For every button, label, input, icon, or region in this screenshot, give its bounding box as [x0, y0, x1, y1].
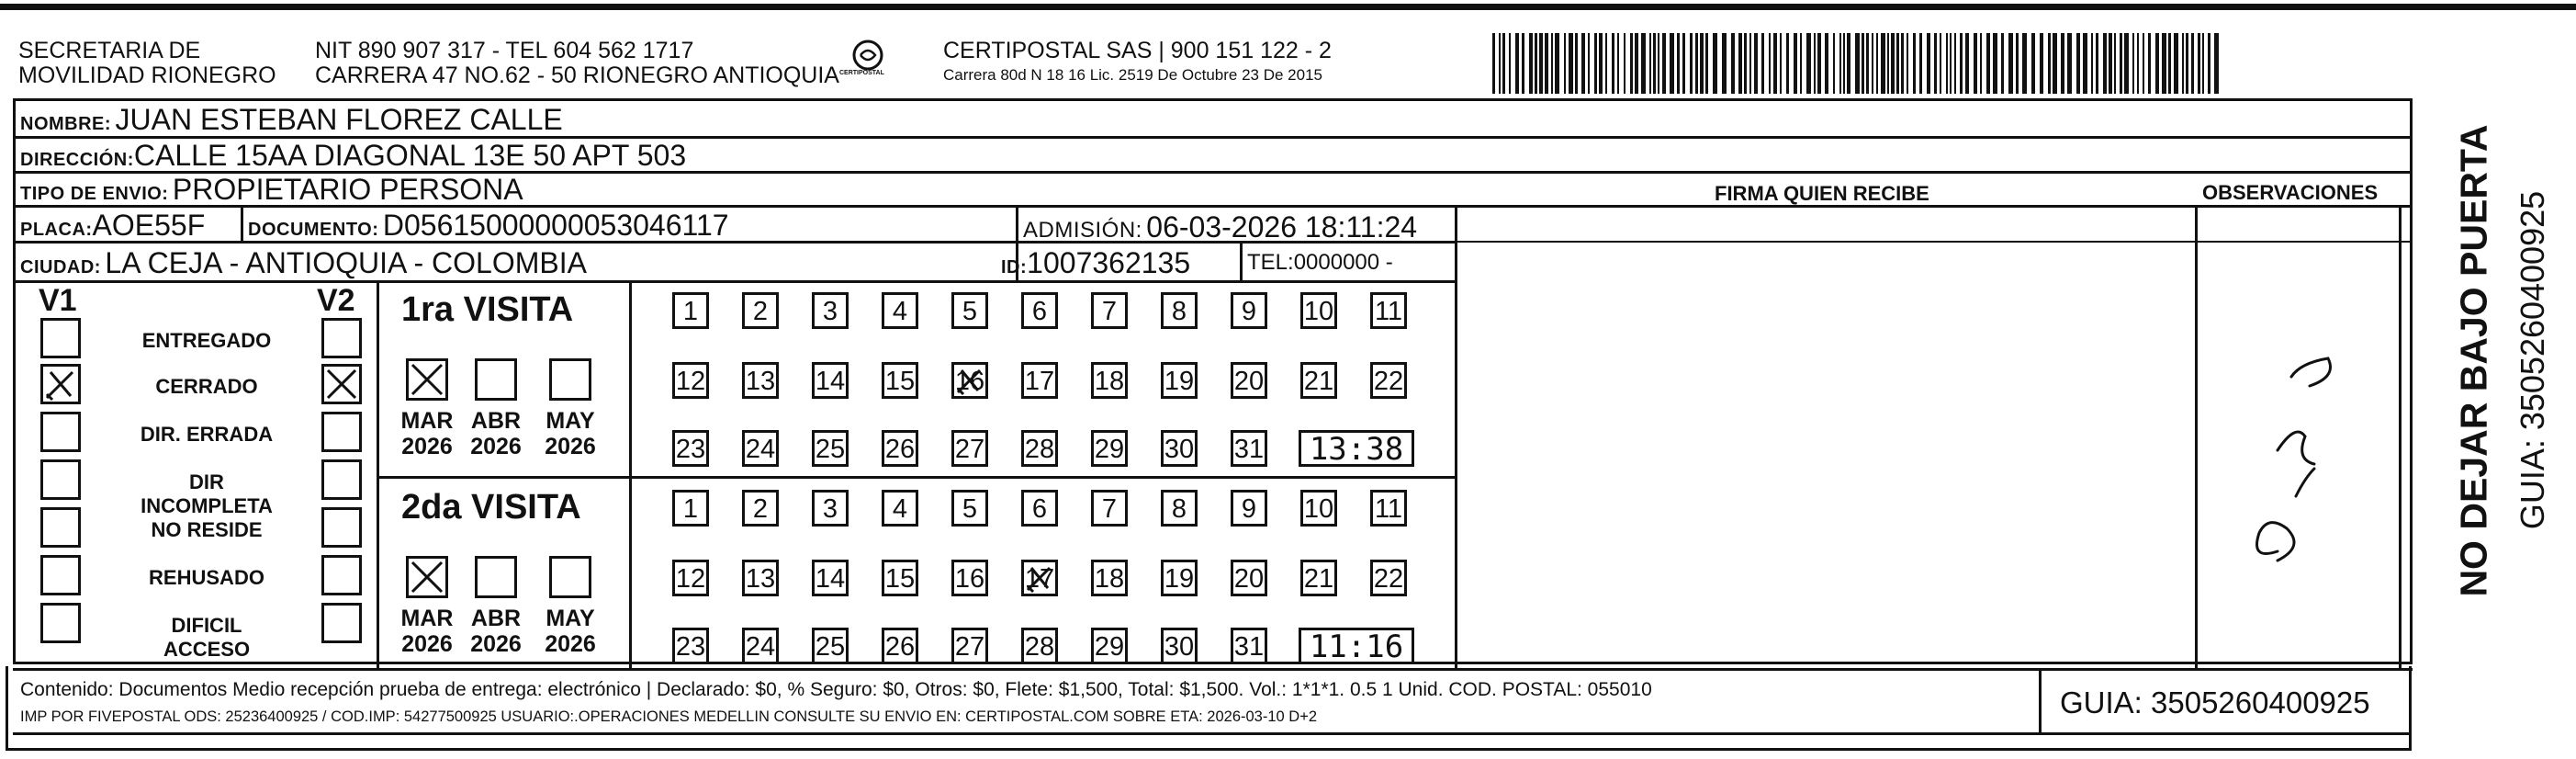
visit-title: 2da VISITA: [401, 488, 581, 527]
barcode-bar: [2120, 33, 2122, 94]
month-checkbox[interactable]: [406, 556, 448, 598]
v2-checkbox[interactable]: [321, 507, 362, 548]
barcode-bar: [1780, 33, 1782, 94]
month-name: MAR: [400, 606, 454, 631]
barcode-bar: [1670, 33, 1674, 94]
barcode-bar: [1682, 33, 1685, 94]
barcode-bar: [1492, 33, 1495, 94]
barcode-bar: [1677, 33, 1680, 94]
barcode-bar: [2031, 33, 2035, 94]
admission-value: 06-03-2026 18:11:24: [1146, 210, 1418, 244]
barcode-bar: [1794, 33, 1797, 94]
day-box[interactable]: 2: [742, 292, 779, 329]
month-name: ABR: [470, 606, 522, 631]
day-box[interactable]: 20: [1231, 560, 1267, 596]
barcode-bar: [2155, 33, 2159, 94]
barcode-bar: [1855, 33, 1860, 94]
nit-line: NIT 890 907 317 - TEL 604 562 1717: [315, 38, 694, 63]
barcode-bar: [1575, 33, 1578, 94]
day-box[interactable]: 27: [951, 628, 988, 664]
month-year: 2026: [545, 631, 596, 657]
month-label: [538, 606, 602, 657]
v2-checkbox[interactable]: [321, 412, 362, 452]
month-name: MAR: [400, 408, 454, 434]
barcode-bar: [1817, 33, 1821, 94]
barcode-bar: [1881, 33, 1885, 94]
barcode-bar: [1913, 33, 1916, 94]
city-label: CIUDAD:: [20, 257, 101, 278]
col-divider: [2399, 205, 2402, 668]
v1-checkbox[interactable]: [40, 459, 81, 500]
barcode-bar: [1529, 33, 1533, 94]
barcode-bar: [1843, 33, 1845, 94]
day-box[interactable]: 8: [1161, 292, 1198, 329]
barcode-bar: [1690, 33, 1693, 94]
barcode-bar: [2022, 33, 2027, 94]
time-box[interactable]: 13:38: [1299, 430, 1414, 467]
barcode-bar: [2162, 33, 2166, 94]
barcode-bar: [1974, 33, 1977, 94]
barcode-bar: [2191, 33, 2194, 94]
barcode-bar: [2174, 33, 2178, 94]
barcode-bar: [1891, 33, 1895, 94]
x-mark-icon: [1024, 562, 1055, 594]
footer-imp: IMP POR FIVEPOSTAL ODS: 25236400925 / COD.IMP: 54277500925 USUARIO:.OPERACIONES MEDELLIN CONSULTE SU ENVIO EN: CERTIPOSTAL.COM SOBRE ETA: 2026-03-10 D+2: [20, 708, 1318, 725]
day-box[interactable]: [1021, 560, 1058, 596]
barcode-bar: [1713, 33, 1717, 94]
month-year: 2026: [401, 631, 453, 657]
barcode-bar: [1965, 33, 1969, 94]
type-label: TIPO DE ENVIO:: [20, 184, 169, 204]
day-box[interactable]: 31: [1231, 628, 1267, 664]
barcode-bar: [1588, 33, 1590, 94]
day-box[interactable]: 8: [1161, 490, 1198, 527]
barcode-bar: [2143, 33, 2144, 94]
day-box[interactable]: 14: [812, 362, 849, 399]
barcode-bar: [2048, 33, 2051, 94]
day-box[interactable]: 21: [1300, 560, 1337, 596]
day-box[interactable]: 24: [742, 430, 779, 467]
barcode: [1492, 33, 2222, 94]
day-box[interactable]: 17: [1021, 362, 1058, 399]
footer-bottom: [13, 732, 2410, 735]
day-box[interactable]: 30: [1161, 628, 1198, 664]
barcode-bar: [1612, 33, 1614, 94]
visit-divider: [377, 476, 1455, 479]
document-value: D05615000000053046117: [382, 209, 729, 242]
v2-label: V2: [317, 283, 355, 318]
status-label: DIR. ERRADA: [140, 423, 274, 446]
row-divider: [1455, 241, 2413, 243]
day-box[interactable]: 26: [882, 628, 918, 664]
day-number: 17: [1024, 564, 1055, 594]
day-box[interactable]: 5: [951, 490, 988, 527]
month-checkbox[interactable]: [549, 358, 591, 401]
barcode-bar: [1950, 33, 1952, 94]
barcode-bar: [1833, 33, 1835, 94]
barcode-bar: [2137, 33, 2139, 94]
day-box[interactable]: 9: [1231, 490, 1267, 527]
day-box[interactable]: 3: [812, 292, 849, 329]
barcode-bar: [2168, 33, 2171, 94]
day-box[interactable]: 21: [1300, 362, 1337, 399]
v2-checkbox[interactable]: [321, 459, 362, 500]
shipment-type: PROPIETARIO PERSONA: [172, 173, 523, 206]
barcode-bar: [1545, 33, 1548, 94]
day-box[interactable]: 22: [1370, 362, 1407, 399]
v1-checkbox[interactable]: [40, 318, 81, 358]
barcode-bar: [2096, 33, 2098, 94]
barcode-bar: [1700, 33, 1704, 94]
day-box[interactable]: [951, 362, 988, 399]
status-label: DIFICIL ACCESO: [163, 614, 251, 661]
barcode-bar: [1522, 33, 1524, 94]
document-label: DOCUMENTO:: [248, 220, 379, 240]
barcode-bar: [2198, 33, 2200, 94]
day-box[interactable]: 23: [672, 430, 709, 467]
barcode-bar: [1954, 33, 1956, 94]
barcode-bar: [1509, 33, 1511, 94]
barcode-bar: [2124, 33, 2129, 94]
day-box[interactable]: 19: [1161, 560, 1198, 596]
barcode-bar: [1901, 33, 1904, 94]
address-line: CARRERA 47 NO.62 - 50 RIONEGRO ANTIOQUIA: [315, 62, 839, 88]
barcode-bar: [1872, 33, 1873, 94]
day-box[interactable]: 7: [1091, 292, 1128, 329]
barcode-bar: [1839, 33, 1841, 94]
signature-header: FIRMA QUIEN RECIBE: [1715, 182, 1929, 205]
barcode-bar: [1940, 33, 1941, 94]
col-divider: [377, 280, 379, 668]
month-year: 2026: [401, 434, 453, 459]
v1-checkbox[interactable]: [40, 555, 81, 595]
footer-col-divider: [2039, 668, 2042, 732]
day-box[interactable]: 4: [882, 292, 918, 329]
day-box[interactable]: 31: [1231, 430, 1267, 467]
barcode-bar: [1731, 33, 1735, 94]
barcode-bar: [2016, 33, 2019, 94]
certipostal-logo: [839, 39, 893, 85]
day-box[interactable]: 29: [1091, 430, 1128, 467]
barcode-bar: [1786, 33, 1789, 94]
day-box[interactable]: 12: [672, 362, 709, 399]
v2-checkbox[interactable]: [321, 318, 362, 358]
col-divider: [241, 205, 243, 244]
barcode-bar: [1617, 33, 1619, 94]
day-box[interactable]: 14: [812, 560, 849, 596]
barcode-bar: [1934, 33, 1937, 94]
side-guia: GUIA: 3505260400925: [2514, 190, 2551, 530]
barcode-bar: [1862, 33, 1864, 94]
month-checkbox[interactable]: [475, 358, 517, 401]
barcode-bar: [1502, 33, 1505, 94]
barcode-bar: [1887, 33, 1889, 94]
barcode-bar: [1569, 33, 1573, 94]
day-box[interactable]: 18: [1091, 560, 1128, 596]
day-box[interactable]: 9: [1231, 292, 1267, 329]
day-box[interactable]: 19: [1161, 362, 1198, 399]
side-panel: [2415, 124, 2551, 640]
x-mark-icon: [409, 361, 445, 398]
col-divider: [1240, 241, 1243, 281]
barcode-bar: [1806, 33, 1811, 94]
barcode-bar: [1907, 33, 1908, 94]
day-box[interactable]: 28: [1021, 430, 1058, 467]
barcode-bar: [2083, 33, 2087, 94]
barcode-bar: [1653, 33, 1656, 94]
day-box[interactable]: 1: [672, 292, 709, 329]
courier-line: CERTIPOSTAL SAS | 900 151 122 - 2: [943, 38, 1332, 63]
barcode-bar: [1564, 33, 1566, 94]
barcode-bar: [1800, 33, 1802, 94]
v1-checkbox[interactable]: [40, 507, 81, 548]
barcode-bar: [1641, 33, 1646, 94]
day-box[interactable]: 26: [882, 430, 918, 467]
x-mark-icon: [43, 367, 78, 402]
month-label: [395, 606, 459, 657]
barcode-bar: [2214, 33, 2219, 94]
barcode-bar: [2053, 33, 2057, 94]
barcode-bar: [1986, 33, 1990, 94]
barcode-bar: [1769, 33, 1771, 94]
tel-value: 0000000 -: [1293, 250, 1393, 275]
day-box[interactable]: 10: [1300, 490, 1337, 527]
barcode-bar: [1814, 33, 1816, 94]
day-box[interactable]: 4: [882, 490, 918, 527]
day-box[interactable]: 16: [951, 560, 988, 596]
day-box[interactable]: 11: [1370, 490, 1407, 527]
recipient-name: JUAN ESTEBAN FLOREZ CALLE: [115, 103, 563, 136]
barcode-bar: [1649, 33, 1651, 94]
barcode-bar: [2132, 33, 2134, 94]
barcode-bar: [2091, 33, 2093, 94]
logo-text: CERTIPOSTAL: [839, 70, 884, 76]
license-line: Carrera 80d N 18 16 Lic. 2519 De Octubre 23 De 2015: [943, 66, 1322, 84]
day-box[interactable]: 15: [882, 560, 918, 596]
month-label: [464, 606, 528, 657]
day-box[interactable]: 5: [951, 292, 988, 329]
day-box[interactable]: 10: [1300, 292, 1337, 329]
barcode-bar: [1744, 33, 1747, 94]
barcode-bar: [1599, 33, 1603, 94]
barcode-bar: [1705, 33, 1708, 94]
month-name: MAY: [546, 408, 595, 434]
day-box[interactable]: 23: [672, 628, 709, 664]
barcode-bar: [1695, 33, 1698, 94]
v1-checkbox[interactable]: [40, 603, 81, 643]
status-label: CERRADO: [155, 375, 258, 398]
barcode-bar: [1555, 33, 1559, 94]
barcode-bar: [1866, 33, 1869, 94]
day-box[interactable]: 2: [742, 490, 779, 527]
barcode-bar: [1499, 33, 1501, 94]
v2-checkbox[interactable]: [321, 603, 362, 643]
month-checkbox[interactable]: [406, 358, 448, 401]
visit-title: 1ra VISITA: [401, 290, 574, 329]
barcode-bar: [1605, 33, 1607, 94]
x-mark-icon: [409, 559, 445, 595]
day-box[interactable]: 24: [742, 628, 779, 664]
name-label: NOMBRE:: [20, 114, 112, 134]
barcode-bar: [2186, 33, 2188, 94]
barcode-bar: [1761, 33, 1764, 94]
month-name: MAY: [546, 606, 595, 631]
day-box[interactable]: 25: [812, 430, 849, 467]
barcode-bar: [1551, 33, 1553, 94]
day-box[interactable]: 25: [812, 628, 849, 664]
footer-guia: GUIA: 3505260400925: [2060, 685, 2370, 719]
day-box[interactable]: 11: [1370, 292, 1407, 329]
sender-line-2: MOVILIDAD RIONEGRO: [18, 62, 276, 88]
col-divider: [629, 280, 632, 668]
barcode-bar: [1825, 33, 1828, 94]
day-number: 16: [954, 367, 985, 396]
barcode-bar: [1993, 33, 1997, 94]
x-mark-icon: [954, 365, 985, 396]
day-box[interactable]: 3: [812, 490, 849, 527]
barcode-bar: [1960, 33, 1963, 94]
barcode-bar: [2148, 33, 2151, 94]
sender-line-1: SECRETARIA DE: [18, 38, 201, 63]
day-box[interactable]: 12: [672, 560, 709, 596]
barcode-bar: [1658, 33, 1659, 94]
day-box[interactable]: 27: [951, 430, 988, 467]
barcode-bar: [1749, 33, 1751, 94]
day-box[interactable]: 7: [1091, 490, 1128, 527]
month-checkbox[interactable]: [549, 556, 591, 598]
city-value: LA CEJA - ANTIOQUIA - COLOMBIA: [105, 246, 587, 279]
barcode-bar: [1662, 33, 1666, 94]
v1-label: V1: [39, 283, 77, 318]
plate-value: AOE55F: [92, 209, 206, 242]
barcode-bar: [1722, 33, 1727, 94]
tel-label: TEL:: [1247, 250, 1294, 275]
barcode-bar: [1581, 33, 1585, 94]
v1-checkbox[interactable]: [40, 364, 81, 404]
barcode-bar: [1630, 33, 1633, 94]
day-box[interactable]: 30: [1161, 430, 1198, 467]
barcode-bar: [2067, 33, 2072, 94]
no-dejar-title: NO DEJAR BAJO PUERTA: [2452, 124, 2495, 597]
barcode-bar: [1539, 33, 1543, 94]
barcode-bar: [2202, 33, 2204, 94]
barcode-bar: [1515, 33, 1519, 94]
barcode-bar: [1594, 33, 1597, 94]
top-border: [0, 4, 2576, 10]
barcode-bar: [2208, 33, 2210, 94]
barcode-bar: [2182, 33, 2184, 94]
barcode-bar: [1847, 33, 1850, 94]
footer-content: Contenido: Documentos Medio recepción prueba de entrega: electrónico | Declarado: $0, % Seguro: $0, Otros: $0, Flete: $1,500, Total: $1,500. Vol.: 1*1*1. 0.5 1 Unid. COD. POSTAL: 055010: [20, 679, 1652, 700]
barcode-bar: [2008, 33, 2013, 94]
day-box[interactable]: 6: [1021, 490, 1058, 527]
recipient-address: CALLE 15AA DIAGONAL 13E 50 APT 503: [133, 139, 687, 172]
barcode-bar: [1980, 33, 1982, 94]
barcode-bar: [2109, 33, 2112, 94]
status-label: NO RESIDE: [151, 518, 263, 541]
barcode-bar: [1946, 33, 1948, 94]
row-divider: [13, 280, 1455, 283]
status-label: ENTREGADO: [141, 329, 272, 352]
col-divider: [2195, 205, 2198, 668]
barcode-bar: [1919, 33, 1922, 94]
day-box[interactable]: 20: [1231, 362, 1267, 399]
day-box[interactable]: 13: [742, 560, 779, 596]
day-box[interactable]: 29: [1091, 628, 1128, 664]
status-label: DIR INCOMPLETA: [141, 470, 273, 517]
month-year: 2026: [545, 434, 596, 459]
plate-label: PLACA:: [20, 220, 93, 240]
day-box[interactable]: 28: [1021, 628, 1058, 664]
month-label: [538, 408, 602, 459]
id-value: 1007362135: [1027, 246, 1191, 279]
handwritten-signature: [2222, 340, 2360, 616]
month-year: 2026: [470, 631, 522, 657]
barcode-bar: [2114, 33, 2116, 94]
barcode-bar: [1535, 33, 1537, 94]
barcode-bar: [2076, 33, 2080, 94]
barcode-bar: [1738, 33, 1742, 94]
barcode-bar: [2103, 33, 2107, 94]
x-mark-icon: [324, 367, 359, 402]
barcode-bar: [1773, 33, 1777, 94]
day-box[interactable]: 6: [1021, 292, 1058, 329]
barcode-bar: [1635, 33, 1638, 94]
col-divider: [1455, 205, 1457, 668]
v2-checkbox[interactable]: [321, 364, 362, 404]
barcode-bar: [1876, 33, 1878, 94]
month-year: 2026: [470, 434, 522, 459]
month-checkbox[interactable]: [475, 556, 517, 598]
day-box[interactable]: 18: [1091, 362, 1128, 399]
v2-checkbox[interactable]: [321, 555, 362, 595]
day-box[interactable]: 1: [672, 490, 709, 527]
id-label: ID:: [1001, 257, 1028, 278]
barcode-bar: [2061, 33, 2064, 94]
month-name: ABR: [470, 408, 522, 434]
v1-checkbox[interactable]: [40, 412, 81, 452]
month-label: [395, 408, 459, 459]
month-label: [464, 408, 528, 459]
barcode-bar: [2040, 33, 2043, 94]
barcode-bar: [2001, 33, 2004, 94]
day-box[interactable]: 22: [1370, 560, 1407, 596]
day-box[interactable]: 15: [882, 362, 918, 399]
barcode-bar: [1754, 33, 1758, 94]
admission-label: ADMISIÓN:: [1023, 218, 1142, 243]
observations-header: OBSERVACIONES: [2202, 181, 2379, 204]
address-label: DIRECCIÓN:: [20, 150, 134, 170]
barcode-bar: [1624, 33, 1625, 94]
barcode-bar: [1896, 33, 1899, 94]
day-box[interactable]: 13: [742, 362, 779, 399]
barcode-bar: [1927, 33, 1930, 94]
time-box[interactable]: 11:16: [1299, 628, 1414, 664]
status-label: REHUSADO: [149, 566, 264, 589]
